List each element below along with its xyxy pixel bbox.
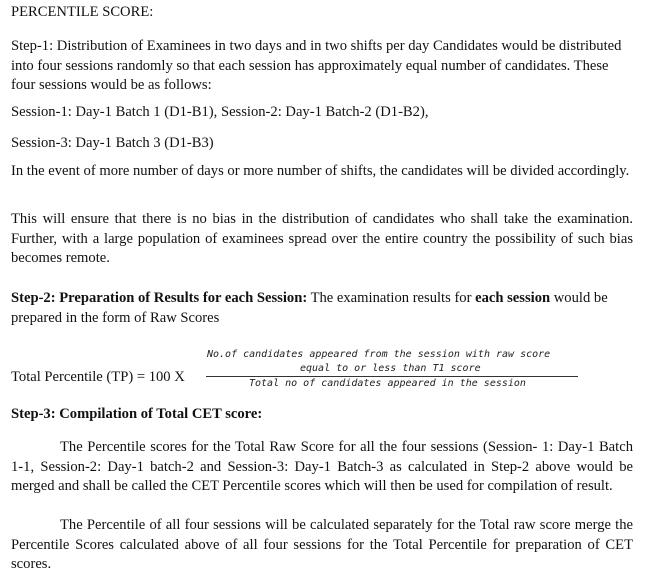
step2-text-c: would be prepared in the form of Raw Scores (11, 290, 608, 326)
page-title: PERCENTILE SCORE: (11, 4, 154, 20)
fraction-bar (206, 376, 578, 377)
formula-lhs: Total Percentile (TP) = 100 X (11, 369, 185, 385)
formula-numerator-line-2: equal to or less than T1 score (300, 363, 481, 374)
sessions-line-1: Session-1: Day-1 Batch 1 (D1-B1), Session-2: Day-1 Batch-2 (D1-B2), (11, 104, 429, 120)
step3-paragraph-1: The Percentile scores for the Total Raw Score for all the four sessions (Session- 1: Day-1 Batch 1-1, Session-2: Day-1 batch-2 and Session-3: Day-1 Batch-3 as calculated in Step-2 above would be merged and shall be called the CET Percentile scores which will then be used for compilation of result. (11, 439, 633, 494)
step2-heading: Step-2: Preparation of Results for each Session: (11, 290, 308, 306)
step2-text-a: The examination results for (307, 290, 476, 306)
step2-each-session: each session (475, 290, 551, 306)
formula-denominator: Total no of candidates appeared in the session (249, 378, 526, 389)
step3-heading: Step-3: Compilation of Total CET score: (11, 406, 263, 422)
formula-numerator-line-1: No.of candidates appeared from the session with raw score (207, 349, 551, 360)
step2-paragraph (11, 289, 633, 328)
step3-paragraph-2: The Percentile of all four sessions will be calculated separately for the Total raw score merge the Percentile Scores calculated above of all four sessions for the Total Percentile for preparation of CET scores. (11, 517, 633, 572)
step1-paragraph: Step-1: Distribution of Examinees in two days and in two shifts per day Candidates would be distributed into four sessions randomly so that each session has approximately equal number of candidates. These four sessions would be as follows: (11, 38, 622, 93)
sessions-line-2: Session-3: Day-1 Batch 3 (D1-B3) (11, 135, 214, 151)
bias-paragraph: This will ensure that there is no bias in the distribution of candidates who shall take the examination. Further, with a large population of examinees spread over the entire country the possibility of such bias becomes remote. (11, 211, 633, 266)
distribution-note: In the event of more number of days or more number of shifts, the candidates will be divided accordingly. (11, 163, 630, 179)
